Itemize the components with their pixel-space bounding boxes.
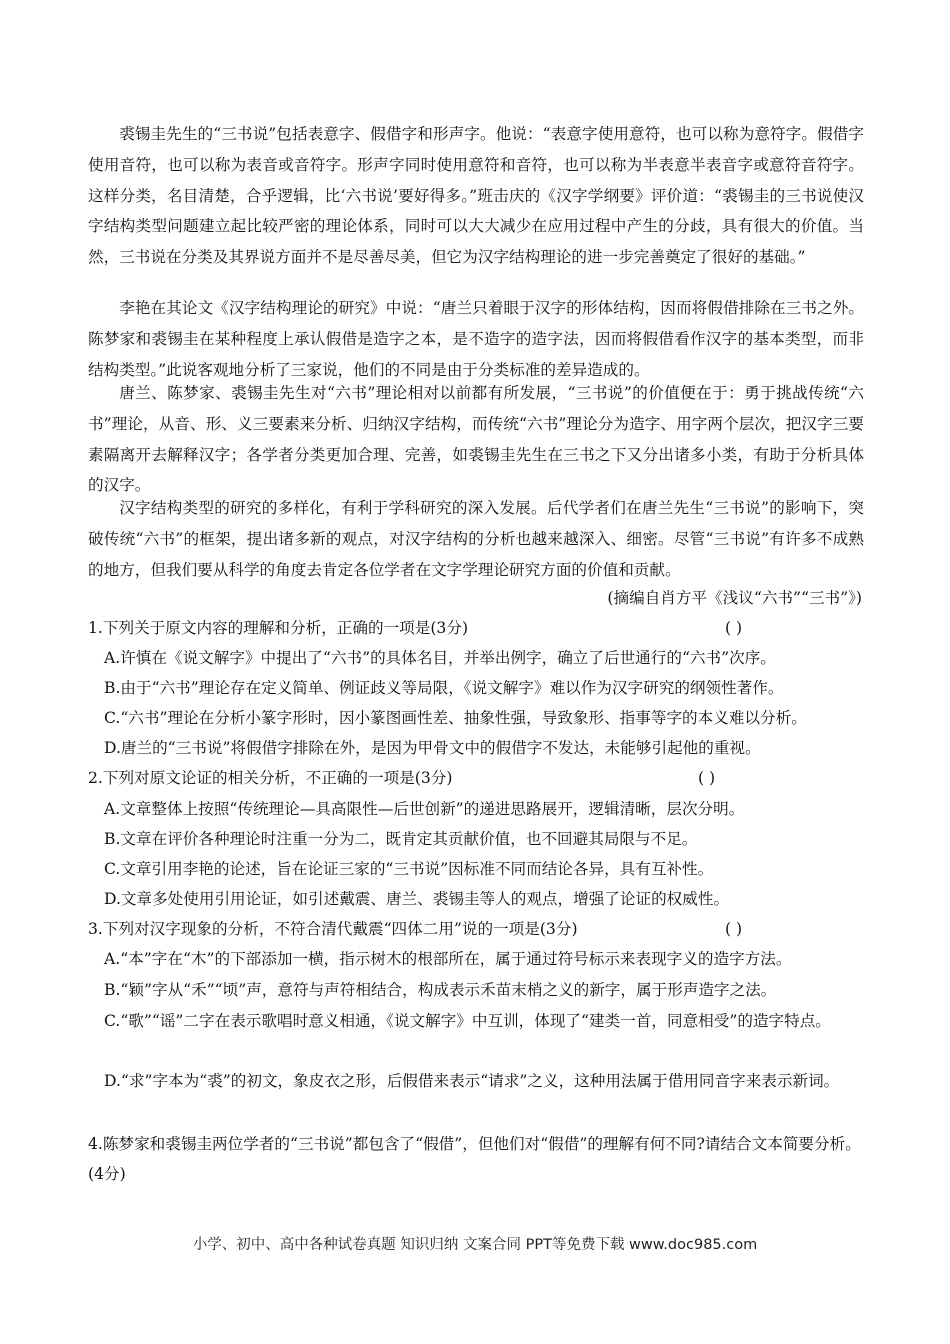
question-3 [88, 914, 864, 944]
question-2-option-d: D.文章多处使用引用论证，如引述戴震、唐兰、裘锡圭等人的观点，增强了论证的权威性。 [104, 890, 730, 908]
question-2-option-a: A.文章整体上按照“传统理论—具高限性—后世创新”的递进思路展开，逻辑清晰，层次分明。 [104, 800, 745, 818]
question-2-option-c: C.文章引用李艳的论述，旨在论证三家的“三书说”因标准不同而结论各异，具有互补性。 [104, 860, 714, 878]
passage-paragraph-3: 唐兰、陈梦家、裘锡圭先生对“六书”理论相对以前都有所发展，“三书说”的价值便在于：勇于挑战传统“六书”理论，从音、形、义三要素来分析、归纳汉字结构，而传统“六书”理论分为造字、用字两个层次，把汉字三要素隔离开去解释汉字；各学者分类更加合理、完善，如裘锡圭先生在三书之下又分出诸多小类，有助于分析具体的汉字。 [88, 384, 864, 495]
question-1-option-d: D.唐兰的“三书说”将假借字排除在外，是因为甲骨文中的假借字不发达，未能够引起他的重视。 [104, 739, 761, 757]
passage-paragraph-1: 裘锡圭先生的“三书说”包括表意字、假借字和形声字。他说：“表意字使用意符，也可以称为意符字。假借字使用音符，也可以称为表音或音符字。形声字同时使用意符和音符，也可以称为半表意半表音字或意符音符字。这样分类，名目清楚，合乎逻辑，比‘六书说’要好得多。”班击庆的《汉字学纲要》评价道：“裘锡圭的三书说使汉字结构类型问题建立起比较严密的理论体系，同时可以大大减少在应用过程中产生的分歧，具有很大的价值。当然，三书说在分类及其界说方面并不是尽善尽美，但它为汉字结构理论的进一步完善奠定了很好的基础。” [88, 125, 864, 267]
passage-paragraph-2: 李艳在其论文《汉字结构理论的研究》中说：“唐兰只着眼于汉字的形体结构，因而将假借排除在三书之外。陈梦家和裘锡圭在某种程度上承认假借是造字之本，是不造字的造字法，因而将假借看作汉字的基本类型，而非结构类型。”此说客观地分析了三家说，他们的不同是由于分类标准的差异造成的。 [88, 299, 864, 379]
question-4-stem: 4.陈梦家和裘锡圭两位学者的“三书说”都包含了“假借”，但他们对“假借”的理解有何不同?请结合文本简要分析。(4分) [88, 1135, 861, 1183]
question-1 [88, 613, 864, 643]
question-1-option-c: C.“六书”理论在分析小篆字形时，因小篆图画性差、抽象性强，导致象形、指事等字的本义难以分析。 [104, 709, 807, 727]
question-2-answer-blank: ( ) [698, 769, 716, 787]
question-2-stem: 2.下列对原文论证的相关分析，不正确的一项是(3分) [88, 769, 453, 787]
passage-source: (摘编自肖方平《浅议“六书”“三书”》) [607, 589, 862, 607]
question-2-option-b: B.文章在评价各种理论时注重一分为二，既肯定其贡献价值，也不回避其局限与不足。 [104, 830, 698, 848]
question-3-option-c: C.“歌”“谣”二字在表示歌唱时意义相通，《说文解字》中互训，体现了“建类一首，同意相受”的造字特点。 [104, 1012, 831, 1030]
question-3-stem: 3.下列对汉字现象的分析，不符合清代戴震“四体二用”说的一项是(3分) [88, 920, 578, 938]
passage-paragraph-4: 汉字结构类型的研究的多样化，有利于学科研究的深入发展。后代学者们在唐兰先生“三书说”的影响下，突破传统“六书”的框架，提出诸多新的观点，对汉字结构的分析也越来越深入、细密。尽管“三书说”有许多不成熟的地方，但我们要从科学的角度去肯定各位学者在文字学理论研究方面的价值和贡献。 [88, 499, 864, 579]
question-1-option-a: A.许慎在《说文解字》中提出了“六书”的具体名目，并举出例字，确立了后世通行的“六书”次序。 [104, 649, 776, 667]
question-1-option-b: B.由于“六书”理论存在定义简单、例证歧义等局限，《说文解字》难以作为汉字研究的纲领性著作。 [104, 679, 784, 697]
page-footer: 小学、初中、高中各种试卷真题 知识归纳 文案合同 PPT等免费下载 www.doc985.com [192, 1237, 758, 1253]
question-1-stem: 1.下列关于原文内容的理解和分析，正确的一项是(3分) [88, 619, 469, 637]
question-3-answer-blank: ( ) [725, 920, 743, 938]
question-3-option-a: A.“本”字在“木”的下部添加一横，指示树木的根部所在，属于通过符号标示来表现字义的造字方法。 [104, 950, 792, 968]
question-3-option-d: D.“求”字本为“裘”的初文，象皮衣之形，后假借来表示“请求”之义，这种用法属于借用同音字来表示新词。 [104, 1072, 840, 1090]
question-2 [88, 763, 864, 793]
question-3-option-b: B.“颖”字从“禾”“顷”声，意符与声符相结合，构成表示禾苗末梢之义的新字，属于形声造字之法。 [104, 981, 777, 999]
question-1-answer-blank: ( ) [725, 619, 743, 637]
